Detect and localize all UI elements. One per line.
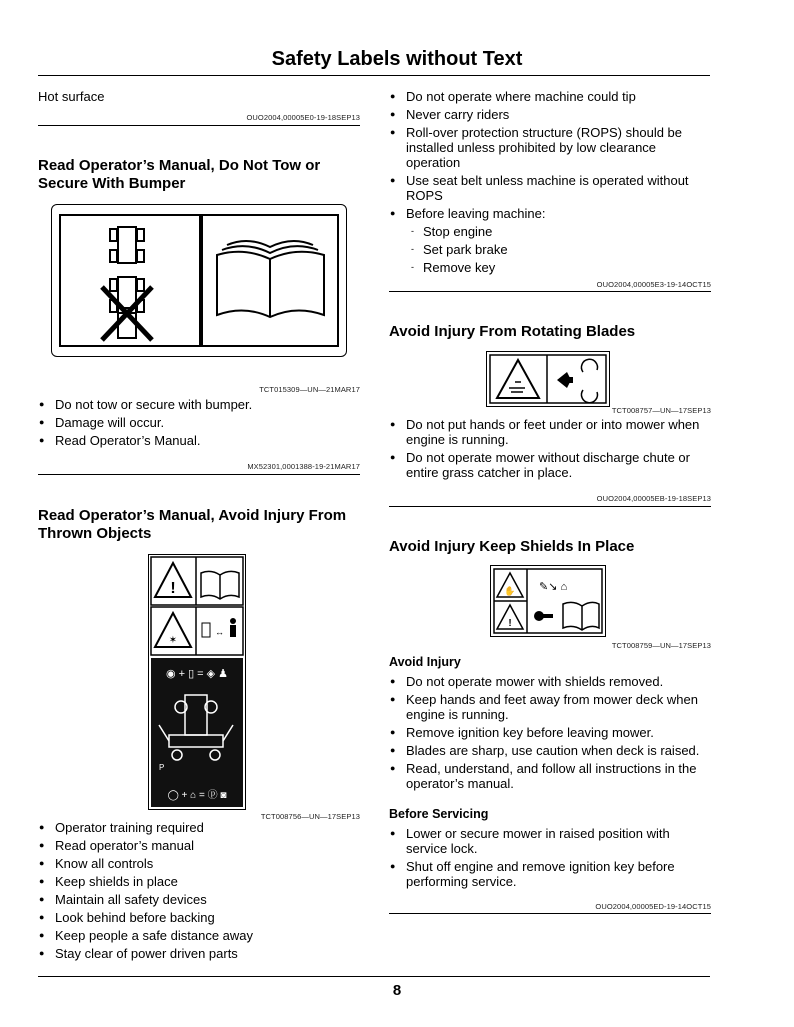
svg-text:✎↘ ⌂: ✎↘ ⌂	[539, 581, 568, 593]
list-item: ● Keep people a safe distance away	[38, 928, 360, 943]
svg-text:P: P	[159, 763, 165, 772]
ref-hot-surface: OUO2004,00005E0-19-18SEP13	[246, 113, 360, 122]
svg-text:◯ + ⌂ = ⓟ ◙: ◯ + ⌂ = ⓟ ◙	[167, 790, 227, 801]
divider	[38, 474, 360, 475]
svg-text:✶: ✶	[168, 635, 178, 646]
list-item: ● Stay clear of power driven parts	[38, 946, 360, 961]
tractor-icon	[110, 227, 144, 338]
list-item: ● Use seat belt unless machine is operated without ROPS	[389, 173, 711, 203]
book-icon	[563, 602, 599, 630]
page-title: Safety Labels without Text	[271, 48, 523, 70]
list-item: - Stop engine	[409, 224, 711, 239]
blade-icon	[557, 372, 573, 388]
svg-text:!: !	[170, 580, 176, 597]
subheading: Avoid Injury	[389, 655, 461, 669]
svg-text:✋: ✋	[504, 586, 516, 596]
figure-ref: TCT008759—UN—17SEP13	[611, 641, 711, 650]
prohibited-icon	[102, 287, 152, 340]
list-item: ● Do not tow or secure with bumper.	[38, 397, 360, 412]
svg-text:◉ + ▯ = ◈ ♟: ◉ + ▯ = ◈ ♟	[165, 668, 229, 680]
section-ref: OUO2004,00005EB-19-18SEP13	[596, 494, 711, 503]
list-item: ● Do not operate mower without discharge chute or entire grass catcher in place.	[389, 450, 711, 480]
bullet-list	[389, 89, 711, 278]
section-ref: OUO2004,00005E3-19-14OCT15	[596, 280, 711, 289]
svg-text:↔: ↔	[215, 627, 224, 637]
safety-label-rotating-blades	[486, 351, 610, 407]
divider	[38, 125, 360, 126]
bullet-list	[38, 397, 360, 451]
bullet-list	[38, 820, 360, 964]
sub-list	[409, 224, 711, 275]
key-icon	[534, 611, 553, 621]
bottom-rule	[38, 976, 710, 977]
divider	[389, 506, 711, 507]
list-item: ● Read Operator’s Manual.	[38, 433, 360, 448]
list-item: ● Blades are sharp, use caution when deck is raised.	[389, 743, 711, 758]
list-item: ● Damage will occur.	[38, 415, 360, 430]
figure-ref: TCT008756—UN—17SEP13	[260, 812, 360, 821]
figure-ref: TCT015309—UN—21MAR17	[259, 385, 360, 394]
section-heading: Read Operator’s Manual, Do Not Tow or Secure With Bumper	[38, 157, 321, 192]
list-item: ● Look behind before backing	[38, 910, 360, 925]
hot-surface-text: Hot surface	[38, 89, 105, 104]
list-item: ● Remove ignition key before leaving mower.	[389, 725, 711, 740]
list-item: ● Never carry riders	[389, 107, 711, 122]
list-item: ● Shut off engine and remove ignition key before performing service.	[389, 859, 711, 889]
list-item: ● Read, understand, and follow all instructions in the operator’s manual.	[389, 761, 711, 791]
list-item: ● Keep hands and feet away from mower deck when engine is running.	[389, 692, 711, 722]
list-item: - Set park brake	[409, 242, 711, 257]
list-item: - Remove key	[409, 260, 711, 275]
section-heading: Read Operator’s Manual, Avoid Injury From Thrown Objects	[38, 507, 347, 542]
list-item: ● Roll-over protection structure (ROPS) should be installed unless prohibited by low clearance operation	[389, 125, 711, 170]
subheading: Before Servicing	[389, 807, 489, 821]
list-item: ● Operator training required	[38, 820, 360, 835]
list-item: ● Maintain all safety devices	[38, 892, 360, 907]
list-item: ● Lower or secure mower in raised position with service lock.	[389, 826, 711, 856]
list-item: ● Read operator’s manual	[38, 838, 360, 853]
list-item: ● Know all controls	[38, 856, 360, 871]
list-item: ● Do not operate mower with shields removed.	[389, 674, 711, 689]
list-item: ● Before leaving machine: - Stop engine - Set park brake - Remove key	[389, 206, 711, 275]
book-icon	[217, 241, 324, 317]
divider	[389, 913, 711, 914]
section-heading: Avoid Injury Keep Shields In Place	[389, 538, 635, 555]
safety-label-shields	[490, 565, 606, 637]
section-ref: OUO2004,00005ED-19-14OCT15	[595, 902, 711, 911]
section-heading: Avoid Injury From Rotating Blades	[389, 323, 636, 340]
rotation-icon	[581, 359, 597, 402]
list-item: ● Do not operate where machine could tip	[389, 89, 711, 104]
safety-label-thrown-objects	[148, 554, 246, 810]
safety-label-tow-manual	[51, 204, 347, 357]
bullet-list	[389, 417, 711, 483]
list-item: ● Do not put hands or feet under or into mower when engine is running.	[389, 417, 711, 447]
svg-text:!: !	[508, 618, 512, 629]
book-icon	[201, 571, 239, 599]
list-item: ● Keep shields in place	[38, 874, 360, 889]
bullet-list	[389, 826, 711, 892]
divider	[389, 291, 711, 292]
section-ref: MX52301,0001388-19-21MAR17	[247, 462, 360, 471]
bullet-list	[389, 674, 711, 794]
page-number: 8	[392, 982, 402, 999]
figure-ref: TCT008757—UN—17SEP13	[611, 406, 711, 415]
top-rule	[38, 75, 710, 76]
